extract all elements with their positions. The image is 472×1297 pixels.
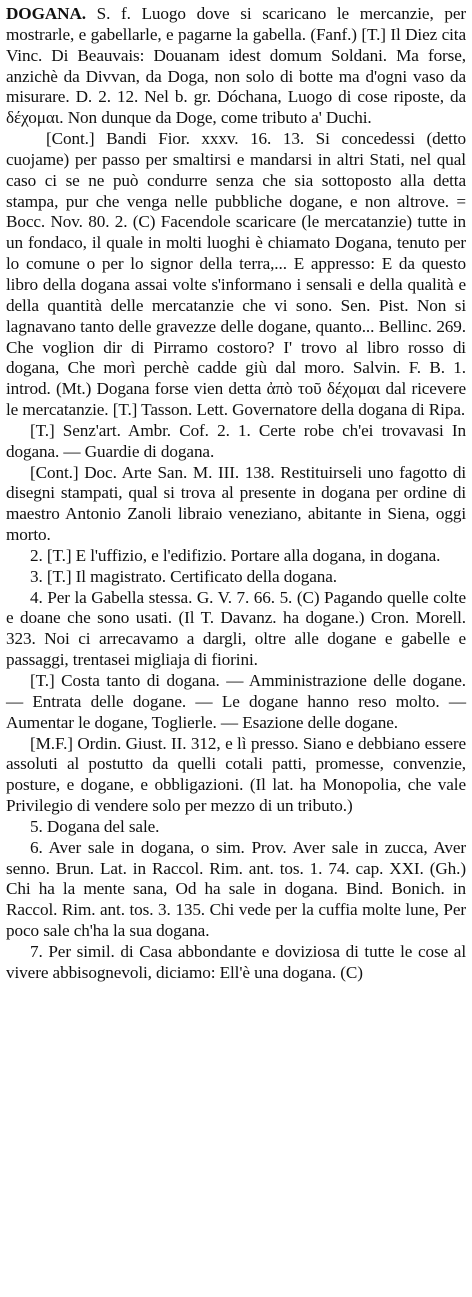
- citation-cont-bandi: [Cont.] Bandi Fior. xxxv. 16. 13. Si concedessi (detto cuojame) per passo per smaltirsi e mandarsi in altri Stati, nel qual caso ci se ne può condurre senza che sia sottoposto alla detta stampa, pur che venga nelle pubbliche dogane, e non altrove. = Bocc. Nov. 80. 2. (C) Facendole scaricare (le mercatanzie) tutte in un fondaco, il quale in molti luoghi è chiamato Dogana, tenuto per lo comune o per lo signor della terra,... E appresso: E da questo libro della dogana assai volte s'informano i sensali e della qualità e della quantità delle mercatanzie che vi sono. Sen. Pist. Non si lagnavano tanto delle gravezze delle dogane, quanto... Bellinc. 269. Che voglion dir di Pirramo costoro? I' trovo al libro rosso di dogana, Che morì perchè cadde giù dal moro. Salvin. F. B. 1. introd. (Mt.) Dogana forse vien detta ἀπὸ τοῦ δέχομαι dal ricevere le mercatanzie. [T.] Tasson. Lett. Governatore della dogana di Ripa.: [6, 129, 466, 420]
- sense-4: 4. Per la Gabella stessa. G. V. 7. 66. 5. (C) Pagando quelle colte e doane che sono usati. (Il T. Davanz. ha dogane.) Cron. Morell. 323. Noi ci arrecavamo a dargli, oltre alle dogane e gabelle e passaggi, trentasei migliaja di fiorini.: [6, 587, 466, 670]
- sense-2: 2. [T.] E l'uffizio, e l'edifizio. Portare alla dogana, in dogana.: [30, 545, 441, 565]
- sense-5: 5. Dogana del sale.: [30, 816, 160, 836]
- citation-t-ambr: [T.] Senz'art. Ambr. Cof. 2. 1. Certe robe ch'ei trovavasi In dogana. — Guardie di dogana.: [6, 420, 466, 461]
- headword: DOGANA.: [6, 4, 86, 23]
- sense-3: 3. [T.] Il magistrato. Certificato della dogana.: [30, 566, 338, 586]
- sense-4-examples: [T.] Costa tanto di dogana. — Amministrazione delle dogane. — Entrata delle dogane. — Le dogane hanno reso molto. — Aumentar le dogane, Toglierle. — Esazione delle dogane.: [6, 671, 466, 732]
- entry-main: [6, 4, 466, 129]
- citation-mf-ordin: [M.F.] Ordin. Giust. II. 312, e lì presso. Siano e debbiano essere assoluti al postutto da quelli cotali patti, promesse, convenzie, posture, e dogane, e obbligazioni. (Il lat. ha Monopolia, che vale Privilegio di vendere solo per mezzo di un tributo.): [6, 733, 466, 816]
- definition-main: S. f. Luogo dove si scaricano le mercanzie, per mostrarle, e gabellarle, e pagarne la gabella. (Fanf.) [T.] Il Diez cita Vinc. Di Beauvais: Douanam idest domum Soldani. Ma forse, anzichè da Divvan, da Doga, non solo di botte ma d'ogni vaso da misurare. D. 2. 12. Nel b. gr. Dóchana, Luogo di cose riposte, da δέχομαι. Non dunque da Doge, come tributo a' Duchi.: [6, 4, 466, 128]
- citation-cont-doc: [Cont.] Doc. Arte San. M. III. 138. Restituirseli uno fagotto di disegni stampati, qual si trova al presente in dogana per ordine di maestro Antonio Zanoli libraio veneziano, abitante in Siena, oggi morto.: [6, 462, 466, 545]
- sense-7: 7. Per simil. di Casa abbondante e doviziosa di tutte le cose al vivere abbisognevoli, diciamo: Ell'è una dogana. (C): [6, 941, 466, 982]
- sense-6: 6. Aver sale in dogana, o sim. Prov. Aver sale in zucca, Aver senno. Brun. Lat. in Raccol. Rim. ant. tos. 1. 74. cap. XXI. (Gh.) Chi ha la mente sana, Od ha sale in dogana. Bind. Bonich. in Raccol. Rim. ant. tos. 3. 135. Chi vede per la cuffia molte lune, Per poco sale ch'ha la sua dogana.: [6, 837, 466, 941]
